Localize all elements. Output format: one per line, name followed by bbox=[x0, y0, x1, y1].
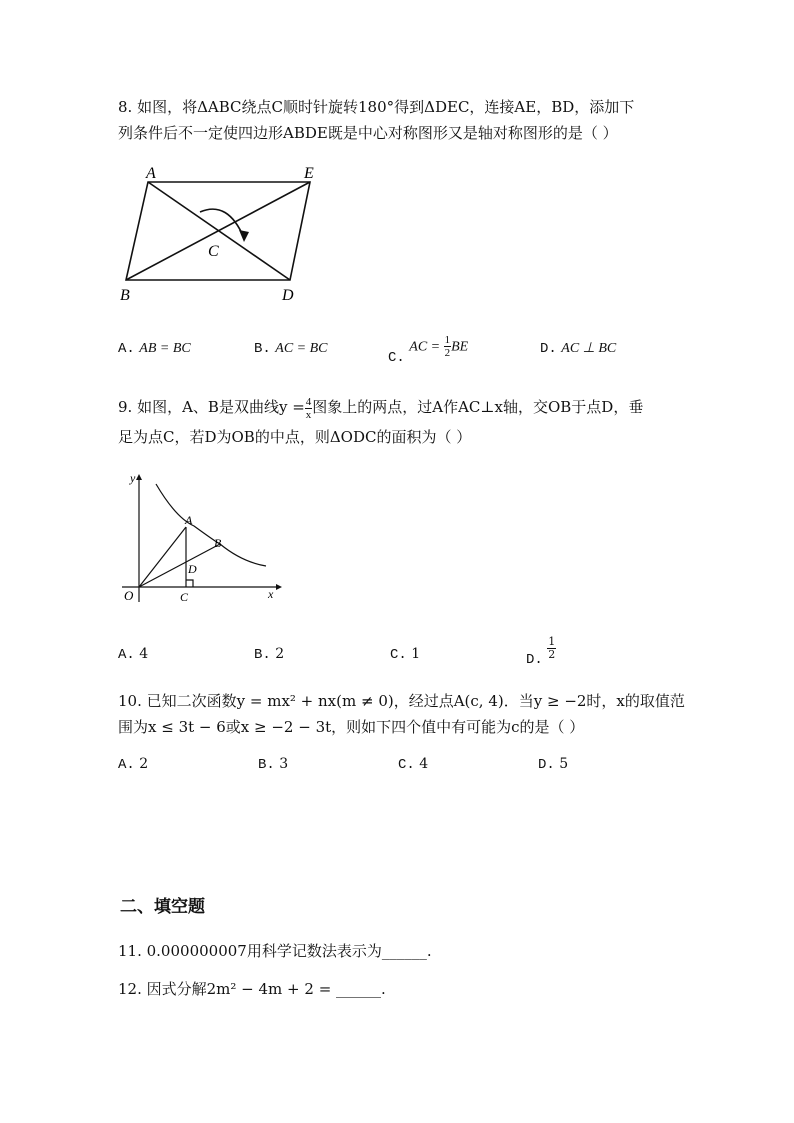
q8-figure bbox=[110, 160, 330, 310]
point-label-d: D bbox=[282, 287, 294, 304]
q8-text-line1: 如图，将ΔABC绕点C顺时针旋转180°得到ΔDEC，连接AE，BD，添加下 bbox=[137, 98, 635, 116]
q9-option-d[interactable]: D. $\frac{1}{2}$ bbox=[526, 635, 556, 668]
q11-text: 11. 0.000000007用科学记数法表示为______. bbox=[118, 942, 432, 960]
arrowhead-icon bbox=[239, 230, 249, 242]
q8-option-d[interactable]: D. AC ⊥ BC bbox=[540, 341, 617, 357]
point-label-o: O bbox=[124, 588, 134, 603]
q12-text: 12. 因式分解2m² − 4m + 2 = ______. bbox=[118, 980, 386, 998]
q9-option-b[interactable]: B. 2 bbox=[254, 646, 285, 663]
point-label-a: A bbox=[146, 165, 156, 182]
axis-label-y: y bbox=[130, 471, 136, 485]
x-axis-arrow-icon bbox=[276, 584, 282, 590]
q9-option-c[interactable]: C. 1 bbox=[390, 646, 421, 663]
point-label-d: D bbox=[188, 562, 197, 576]
point-label-a: A bbox=[185, 513, 193, 527]
point-label-b: B bbox=[214, 536, 222, 550]
point-label-b: B bbox=[120, 287, 130, 304]
point-label-c: C bbox=[208, 243, 219, 260]
section-title: 二、填空题 bbox=[120, 897, 205, 917]
hyperbola-curve bbox=[156, 484, 266, 566]
point-label-c: C bbox=[180, 590, 189, 604]
q9-line-1: 9. 如图，A、B是双曲线y = $\frac{4}{x}$ 图象上的两点，过A作AC⊥x轴，交OB于点D，垂 bbox=[118, 395, 644, 421]
segment-ob bbox=[139, 544, 220, 587]
segment-oa bbox=[139, 527, 186, 587]
q8-option-a[interactable]: A. AB = BC bbox=[118, 341, 191, 357]
q10-line-2: 围为x ≤ 3t − 6或x ≥ −2 − 3t，则如下四个值中有可能为c的是（ ） bbox=[118, 718, 585, 736]
q10-option-d[interactable]: D. 5 bbox=[538, 756, 569, 773]
y-axis-arrow-icon bbox=[136, 474, 142, 480]
q8-line-2: 列条件后不一定使四边形ABDE既是中心对称图形又是轴对称图形的是（ ） bbox=[118, 124, 618, 142]
axis-label-x: x bbox=[268, 587, 274, 601]
q9-figure bbox=[116, 470, 286, 610]
q8-option-c[interactable]: C. AC = $\frac{1}{2}$ BE bbox=[388, 334, 469, 366]
q8-option-b[interactable]: B. AC = BC bbox=[254, 341, 328, 357]
q8-number: 8. bbox=[118, 98, 133, 116]
q8-line-1 bbox=[118, 94, 634, 120]
point-label-e: E bbox=[304, 165, 314, 182]
q10-line-1: 10. 已知二次函数y = mx² + nx(m ≠ 0)，经过点A(c, 4)．当y ≥ −2时，x的取值范 bbox=[118, 692, 685, 710]
q10-option-a[interactable]: A. 2 bbox=[118, 756, 149, 773]
right-angle-mark bbox=[186, 580, 193, 587]
segment-eb bbox=[126, 182, 310, 280]
q10-option-b[interactable]: B. 3 bbox=[258, 756, 289, 773]
q9-line-2: 足为点C，若D为OB的中点，则ΔODC的面积为（ ） bbox=[118, 428, 472, 446]
q9-option-a[interactable]: A. 4 bbox=[118, 646, 149, 663]
q10-option-c[interactable]: C. 4 bbox=[398, 756, 429, 773]
